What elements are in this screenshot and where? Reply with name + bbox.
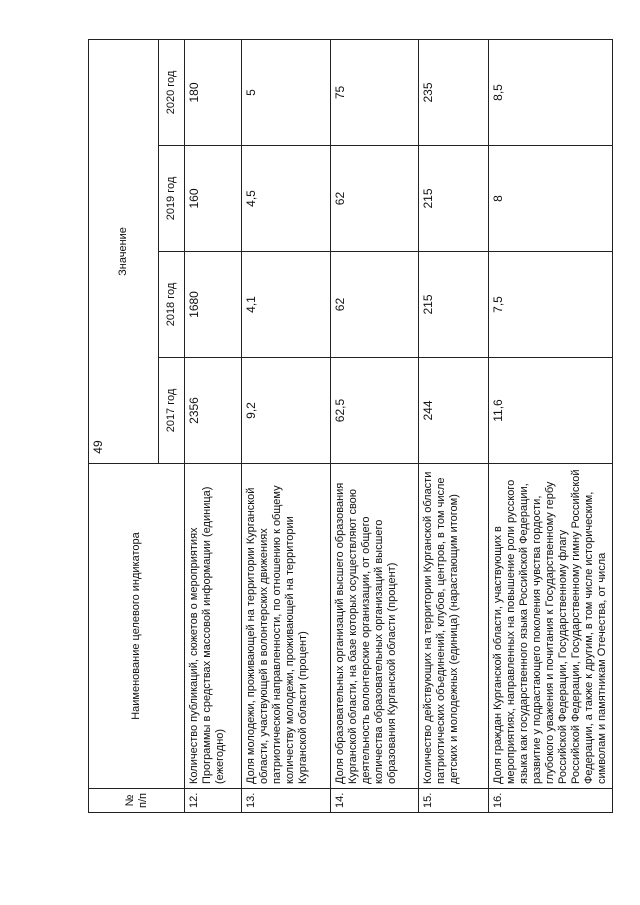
header-year-2019: 2019 год (159, 146, 185, 252)
row-value-2018: 215 (419, 252, 489, 358)
row-value-2020: 180 (185, 39, 242, 145)
row-indicator-name: Доля граждан Курганской области, участвующих в мероприятиях, направленных на повышение роли русского языка как государственного языка Российской Федерации, развитие у подрастающего поколения чувства гордости, глубокого уважения и почитания к Государственному гербу Российской Федерации, Государственному флагу Российской Федерации, Государственному гимну Российской Федерации, а также к другим, в том числе историческим, символам и памятникам Отечества, от числа (489, 464, 613, 789)
row-value-2019: 215 (419, 146, 489, 252)
row-num: 14. (331, 789, 419, 813)
table-row (489, 39, 613, 812)
header-num: № п/п (89, 789, 185, 813)
row-value-2018: 7,5 (489, 252, 613, 358)
header-value: Значение (89, 39, 159, 463)
row-value-2017: 62,5 (331, 358, 419, 464)
row-value-2020: 75 (331, 39, 419, 145)
row-indicator-name: Количество публикаций, сюжетов о мероприятиях Программы в средствах массовой информации (единица) (ежегодно) (185, 464, 242, 789)
row-num: 12. (185, 789, 242, 813)
row-indicator-name: Количество действующих на территории Курганской области патриотических объединений, клубов, центров, в том числе детских и молодежных (единица) (нарастающим итогом) (419, 464, 489, 789)
table-row (185, 39, 242, 812)
row-value-2017: 244 (419, 358, 489, 464)
row-value-2017: 11,6 (489, 358, 613, 464)
page-number: 49 (91, 440, 105, 454)
header-year-2017: 2017 год (159, 358, 185, 464)
row-value-2017: 2356 (185, 358, 242, 464)
table-row (419, 39, 489, 812)
row-value-2020: 235 (419, 39, 489, 145)
header-row-top (89, 39, 159, 812)
header-indicator-name: Наименование целевого индикатора (89, 464, 185, 789)
row-value-2017: 9,2 (242, 358, 331, 464)
row-value-2020: 8,5 (489, 39, 613, 145)
header-year-2020: 2020 год (159, 39, 185, 145)
row-value-2018: 62 (331, 252, 419, 358)
row-indicator-name: Доля молодежи, проживающей на территории Курганской области, участвующей в волонтерских движениях патриотической направленности, по отношению к общему количеству молодежи, проживающей на территории Курганской области (процент) (242, 464, 331, 789)
rotated-table-wrapper (88, 40, 606, 813)
table-row (242, 39, 331, 812)
table-row (331, 39, 419, 812)
row-value-2019: 62 (331, 146, 419, 252)
row-num: 13. (242, 789, 331, 813)
row-num: 16. (489, 789, 613, 813)
row-indicator-name: Доля образовательных организаций высшего образования Курганской области, на базе которых осуществляют свою деятельность волонтерские организации, от общего количества образовательных организаций высшего образования Курганской области (процент) (331, 464, 419, 789)
header-year-2018: 2018 год (159, 252, 185, 358)
table-stage (88, 40, 606, 813)
row-value-2019: 160 (185, 146, 242, 252)
row-value-2020: 5 (242, 39, 331, 145)
row-value-2018: 4,1 (242, 252, 331, 358)
row-num: 15. (419, 789, 489, 813)
row-value-2018: 1680 (185, 252, 242, 358)
indicator-table (88, 39, 613, 813)
row-value-2019: 8 (489, 146, 613, 252)
row-value-2019: 4,5 (242, 146, 331, 252)
